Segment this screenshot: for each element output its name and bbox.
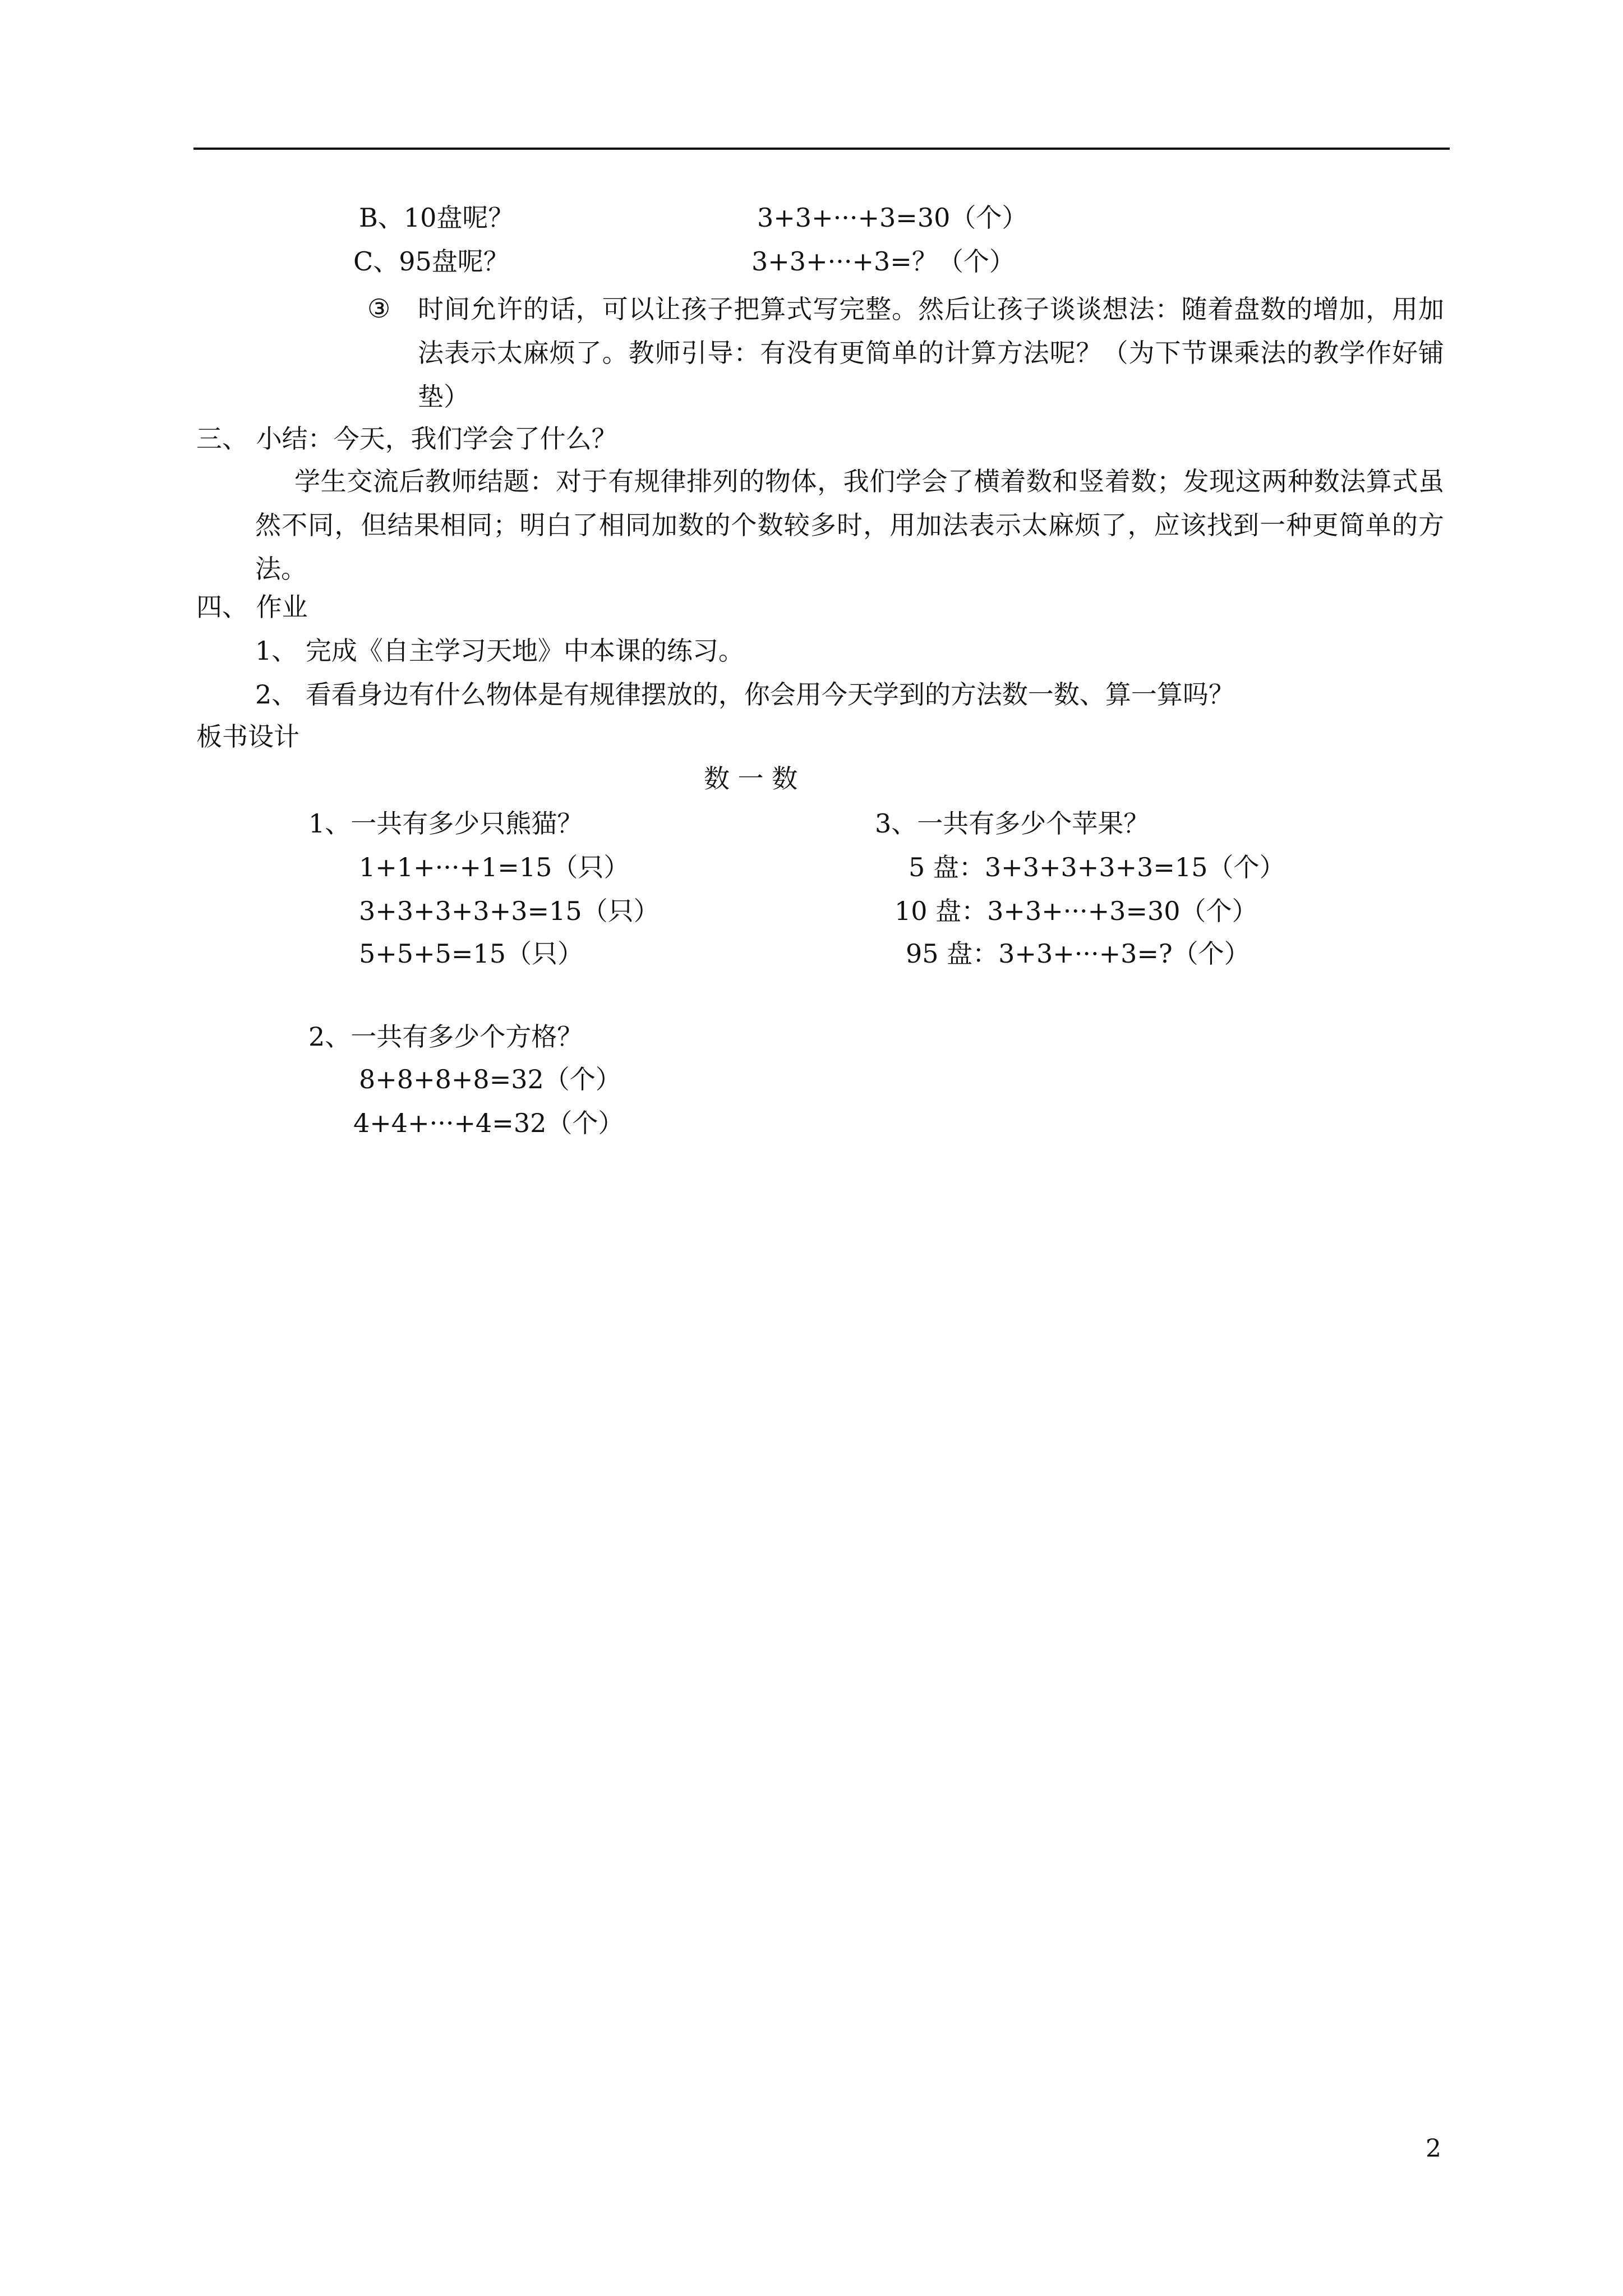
board-q1-line-2: 3+3+3+3+3=15（只） — [359, 896, 660, 926]
item-b-formula: 3+3+···+3=30（个） — [757, 203, 1028, 233]
homework-item-1: 1、 完成《自主学习天地》中本课的练习。 — [255, 636, 744, 666]
board-q3-question: 3、一共有多少个苹果？ — [875, 808, 1150, 839]
item-c-label: C、95盘呢？ — [353, 246, 509, 277]
section4-heading: 四、 作业 — [196, 592, 308, 622]
board-q1-line-1: 1+1+···+1=15（只） — [359, 852, 630, 882]
board-q1-question: 1、一共有多少只熊猫？ — [308, 808, 583, 839]
item-c-formula: 3+3+···+3=？（个） — [751, 246, 1015, 277]
board-title: 数 一 数 — [704, 763, 798, 794]
section3-body: 学生交流后教师结题：对于有规律排列的物体，我们学会了横着数和竖着数；发现这两种数法算式虽然不同，但结果相同；明白了相同加数的个数较多时，用加法表示太麻烦了，应该找到一种更简单的方法。 — [255, 466, 1444, 584]
section3-heading: 三、 小结：今天，我们学会了什么？ — [196, 424, 617, 454]
board-q2-line-1: 8+8+8+8=32（个） — [359, 1064, 621, 1094]
header-rule — [193, 148, 1450, 150]
board-q3-line-2: 10 盘：3+3+···+3=30（个） — [895, 896, 1258, 926]
homework-item-2: 2、 看看身边有什么物体是有规律摆放的，你会用今天学到的方法数一数、算一算吗？ — [255, 679, 1234, 710]
note-marker: ③ — [367, 293, 391, 324]
board-label: 板书设计 — [196, 721, 299, 752]
board-q1-line-3: 5+5+5=15（只） — [359, 938, 583, 969]
page-number: 2 — [1426, 2134, 1441, 2163]
item-b-label: B、10盘呢？ — [359, 203, 514, 233]
board-q3-line-1: 5 盘：3+3+3+3+3=15（个） — [909, 852, 1285, 882]
board-q3-line-3: 95 盘：3+3+···+3=?（个） — [906, 938, 1250, 969]
note-text: 时间允许的话，可以让孩子把算式写完整。然后让孩子谈谈想法：随着盘数的增加，用加法表示太麻烦了。教师引导：有没有更简单的计算方法呢？（为下节课乘法的教学作好铺垫） — [418, 294, 1444, 412]
board-q2-question: 2、一共有多少个方格？ — [308, 1022, 583, 1052]
board-q2-line-2: 4+4+···+4=32（个） — [353, 1108, 624, 1138]
